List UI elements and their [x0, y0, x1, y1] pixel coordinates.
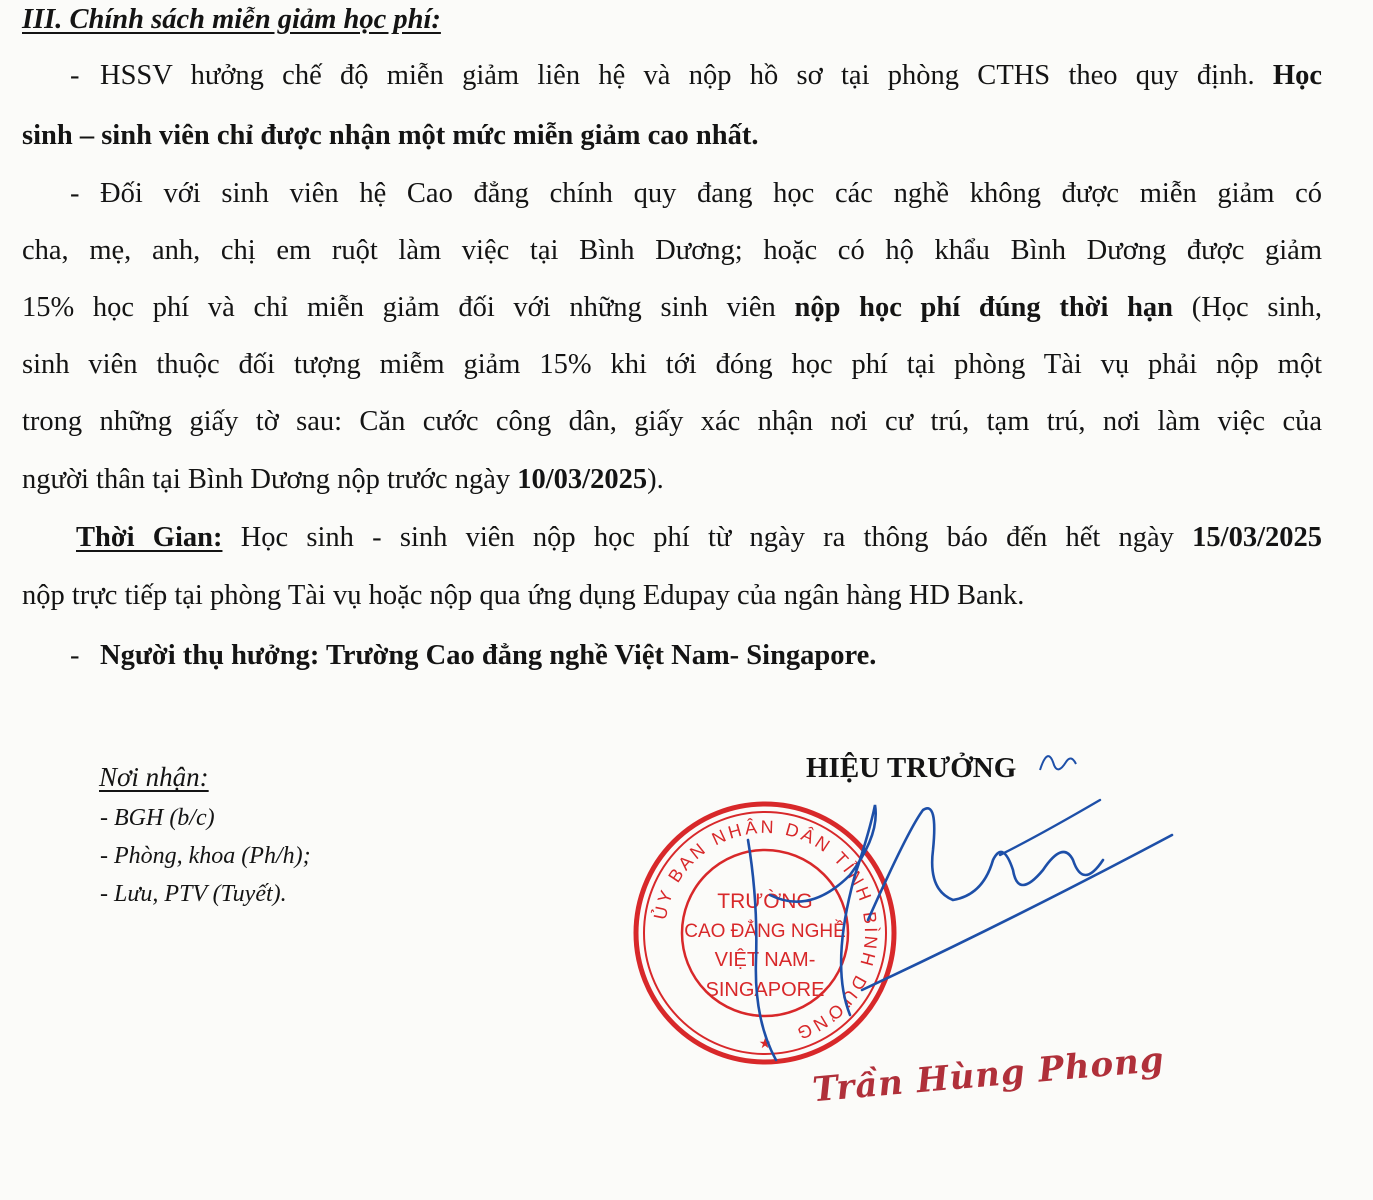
list-dash: -	[70, 640, 80, 671]
seal-ring-text: ỦY BAN NHÂN DÂN TỈNH BÌNH DƯƠNG	[649, 816, 882, 1045]
paragraph-discount-line-4: sinh viên thuộc đối tượng miễm giảm 15% khi tới đóng học phí tại phòng Tài vụ phải nộp một	[22, 349, 1322, 380]
paragraph-discount-line-3: 15% học phí và chỉ miễn giảm đối với những sinh viên nộp học phí đúng thời hạn (Học sinh,	[22, 292, 1323, 323]
paragraph-time-line-2: nộp trực tiếp tại phòng Tài vụ hoặc nộp qua ứng dụng Edupay của ngân hàng HD Bank.	[22, 580, 1025, 611]
paragraph-discount-line-2: cha, mẹ, anh, chị em ruột làm việc tại Bình Dương; hoặc có hộ khẩu Bình Dương được giảm	[22, 235, 1322, 266]
official-seal-stamp	[630, 798, 900, 1068]
recipient-item: - Lưu, PTV (Tuyết).	[100, 881, 287, 907]
signatory-name: Trần Hùng Phong	[810, 1039, 1167, 1111]
principal-title: HIỆU TRƯỞNG	[806, 752, 1017, 784]
paragraph-discount-line-5: trong những giấy tờ sau: Căn cước công dân, giấy xác nhận nơi cư trú, tạm trú, nơi làm việc của	[22, 406, 1322, 437]
recipient-item: - BGH (b/c)	[100, 805, 215, 831]
paragraph-exemption-line-1: - HSSV hưởng chế độ miễn giảm liên hệ và nộp hồ sơ tại phòng CTHS theo quy định. Học	[22, 58, 1322, 94]
section-heading: III. Chính sách miễn giảm học phí:	[22, 4, 441, 35]
star-icon: ★	[758, 1037, 772, 1052]
seal-center-text: TRƯỜNG	[717, 890, 813, 913]
time-label: Thời Gian:	[76, 522, 223, 553]
paragraph-time-line-1: Thời Gian: Học sinh - sinh viên nộp học phí từ ngày ra thông báo đến hết ngày 15/03/2025	[76, 522, 1322, 553]
list-dash: -	[70, 60, 80, 91]
seal-center-text: CAO ĐẲNG NGHỀ	[684, 921, 846, 942]
list-dash: -	[70, 178, 80, 209]
recipient-item: - Phòng, khoa (Ph/h);	[100, 843, 311, 869]
beneficiary-line: - Người thụ hưởng: Trường Cao đẳng nghề Việt Nam- Singapore.	[22, 638, 1322, 674]
seal-center-text: SINGAPORE	[705, 979, 825, 1001]
paragraph-discount-line-1: - Đối với sinh viên hệ Cao đẳng chính quy đang học các nghề không được miễn giảm có	[22, 176, 1322, 212]
paragraph-exemption-line-2: sinh – sinh viên chỉ được nhận một mức miễn giảm cao nhất.	[22, 120, 759, 151]
recipients-title: Nơi nhận:	[99, 762, 209, 792]
seal-center-text: VIỆT NAM-	[714, 949, 816, 971]
paragraph-discount-line-6: người thân tại Bình Dương nộp trước ngày 10/03/2025).	[22, 464, 664, 495]
